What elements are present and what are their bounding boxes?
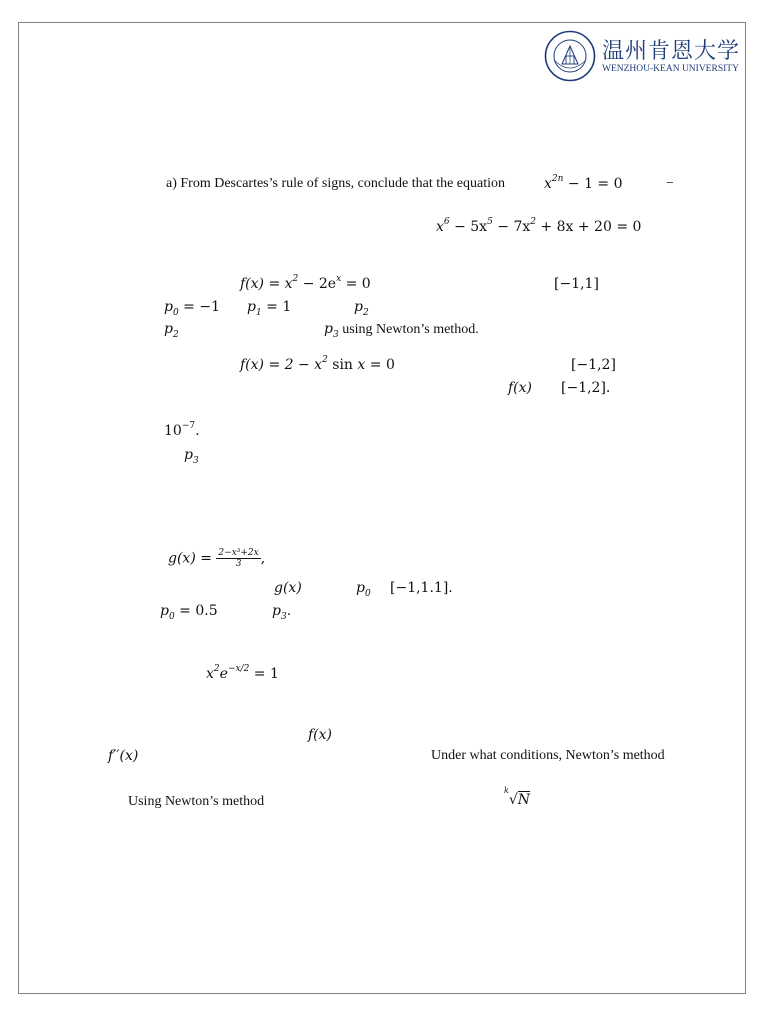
polynomial-equation: $x^6 - 5x^5 - 7x^2 + 8x + 20 = 0$	[436, 217, 642, 235]
dash-mark: −	[666, 176, 674, 191]
f-double-prime: f′′(x)	[108, 748, 139, 764]
p2-symbol: $p_2$	[354, 299, 369, 318]
g-definition: g(x) = $\frac{\text{2−x³+2x}}{3}$ ,	[168, 548, 266, 569]
p3-newton-line: $p_3$ using Newton’s method.	[324, 321, 479, 340]
interval-2: [−1,2]	[571, 357, 616, 373]
p0-symbol: $p_0$	[356, 580, 371, 599]
using-newton-text: Using Newton’s method	[128, 794, 265, 809]
university-name-cn: 温州肯恩大学	[602, 39, 741, 64]
fx-symbol-b: f(x)	[308, 727, 333, 743]
equation-f-exp: $f(x) = x^2 - 2e^x = 0$	[240, 274, 371, 292]
tolerance-value: $10^{-7}$.	[164, 421, 200, 439]
equation-x2n: $x^{2n} - 1 = 0$	[544, 174, 623, 192]
equation-x2e: $x^2e^{-x/2} = 1$	[206, 664, 279, 682]
descartes-question: a) From Descartes’s rule of signs, conclude that the equation	[166, 176, 506, 191]
interval-4: [−1,1.1].	[390, 580, 453, 596]
equation-f-sin: $f(x) = 2 - x^2$ sin x = 0	[240, 355, 395, 373]
document-page	[18, 22, 746, 994]
p1-value: $p_1 = 1$	[247, 299, 292, 318]
university-seal-icon	[544, 30, 596, 82]
interval-3: [−1,2].	[561, 380, 611, 396]
p3-symbol-b: $p_3$.	[272, 603, 292, 622]
university-name-en: WENZHOU-KEAN UNIVERSITY	[602, 64, 739, 74]
kth-root-expression: $^k$√N	[504, 786, 531, 808]
gx-symbol: g(x)	[274, 580, 302, 596]
newton-conditions-text: Under what conditions, Newton’s method	[431, 748, 665, 763]
fx-symbol: f(x)	[508, 380, 533, 396]
p0-half-value: $p_0 = 0.5$	[160, 603, 218, 622]
p0-value: $p_0 = -1$	[164, 299, 220, 318]
p2-symbol-b: $p_2$	[164, 321, 179, 340]
p3-symbol: $p_3$	[184, 447, 199, 466]
interval-1: [−1,1]	[554, 276, 599, 292]
